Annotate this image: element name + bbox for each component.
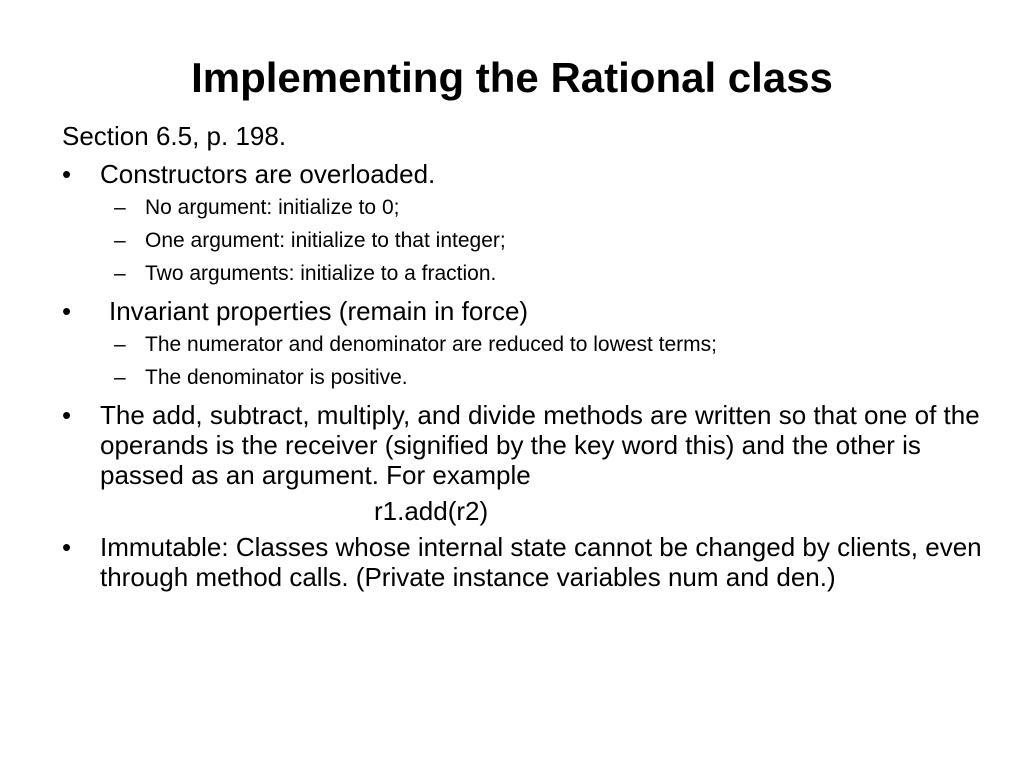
sub-bullet-text: No argument: initialize to 0; xyxy=(145,196,400,219)
sub-bullet-marker: – xyxy=(114,229,126,252)
bullet-text: Constructors are overloaded. xyxy=(100,159,436,189)
bullet-marker: • xyxy=(62,296,72,326)
slide-body xyxy=(62,120,982,592)
code-example: r1.add(r2) xyxy=(374,496,489,526)
bullet-arithmetic-methods xyxy=(62,400,982,490)
slide-title: Implementing the Rational class xyxy=(191,54,833,101)
sub-bullet-marker: – xyxy=(114,262,126,285)
sub-bullet-text: Two arguments: initialize to a fraction. xyxy=(145,262,497,285)
sub-bullet-marker: – xyxy=(114,196,126,219)
sub-bullet-no-argument xyxy=(62,194,982,222)
bullet-invariant-properties xyxy=(62,296,982,326)
bullet-text: Invariant properties (remain in force) xyxy=(109,296,529,326)
section-reference: Section 6.5, p. 198. xyxy=(62,121,287,151)
bullet-marker: • xyxy=(62,159,72,189)
sub-bullet-lowest-terms xyxy=(62,331,982,359)
sub-bullet-marker: – xyxy=(114,366,126,389)
bullet-constructors xyxy=(62,159,982,189)
sub-bullet-text: The denominator is positive. xyxy=(145,366,408,389)
bullet-text: Immutable: Classes whose internal state cannot be changed by clients, even through method calls. (Private instance variables num and den.) xyxy=(100,532,982,592)
bullet-immutable xyxy=(62,532,982,592)
sub-bullet-one-argument xyxy=(62,227,982,255)
sub-bullet-text: One argument: initialize to that integer; xyxy=(145,229,506,252)
sub-bullet-marker: – xyxy=(114,333,126,356)
bullet-text: The add, subtract, multiply, and divide methods are written so that one of the operands is the receiver (signified by the key word this) and the other is passed as an argument. For example xyxy=(100,400,980,490)
sub-bullet-two-arguments xyxy=(62,260,982,288)
bullet-marker: • xyxy=(62,532,72,562)
bullet-marker: • xyxy=(62,400,72,430)
sub-bullet-text: The numerator and denominator are reduced to lowest terms; xyxy=(145,333,717,356)
sub-bullet-denominator-positive xyxy=(62,364,982,392)
